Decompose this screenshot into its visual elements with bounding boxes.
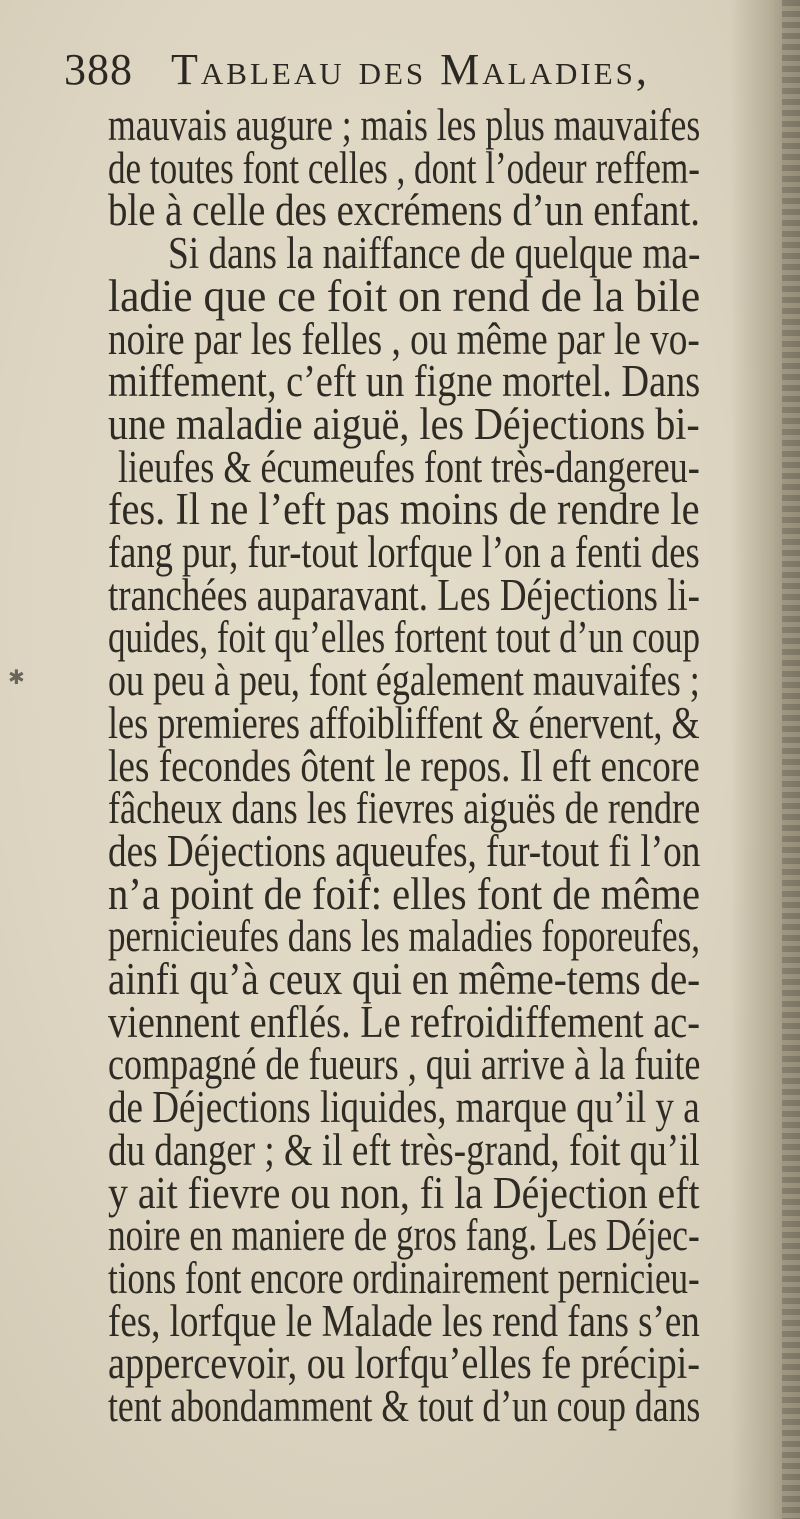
text-line: fes, lorfque le Malade les rend fans s’en (108, 1296, 700, 1346)
text-line: quides, foit qu’elles fortent tout d’un coup (108, 612, 701, 662)
text-line: les premieres affoibliffent & énervent, & (108, 698, 700, 748)
text-line: du danger ; & il eft très-grand, foit qu’il (108, 1125, 700, 1175)
margin-speck: ✱ (8, 665, 25, 689)
text-line: ladie que ce foit on rend de la bile (108, 271, 701, 321)
text-line: Si dans la naiffance de quelque ma- (168, 228, 701, 278)
text-line: noire par les felles , ou même par le vo- (108, 314, 700, 364)
text-line: y ait fievre ou non, fi la Déjection eft (108, 1168, 700, 1218)
text-line: ble à celle des excrémens d’un enfant. (108, 185, 700, 235)
text-line: les fecondes ôtent le repos. Il eft encore (108, 741, 700, 791)
text-line: tent abondamment & tout d’un coup dans (108, 1381, 701, 1431)
page-number: 388 (64, 45, 133, 94)
text-line: ainfi qu’à ceux qui en même-tems de- (108, 954, 701, 1004)
page-edge-fore-edge (782, 0, 800, 1519)
text-line: mauvais augure ; mais les plus mauvaifes (108, 100, 701, 150)
text-line: tranchées auparavant. Les Déjections li- (108, 570, 700, 620)
text-line: ou peu à peu, font également mauvaifes ; (108, 655, 700, 705)
running-head-title: Tableau des Maladies, (171, 45, 650, 94)
text-line: fang pur, fur-tout lorfque l’on a fenti des (108, 527, 700, 577)
text-line: une maladie aiguë, les Déjections bi- (108, 399, 700, 449)
text-line: miffement, c’eft un figne mortel. Dans (108, 356, 701, 406)
text-line: viennent enflés. Le refroidiffement ac- (108, 997, 701, 1047)
running-header (64, 42, 704, 98)
text-line: pernicieufes dans les maladies foporeufes, (108, 911, 700, 961)
text-line: noire en maniere de gros fang. Les Déjec- (108, 1210, 700, 1260)
text-line: appercevoir, ou lorfqu’elles fe précipi- (108, 1338, 701, 1388)
text-line: de Déjections liquides, marque qu’il y a (108, 1082, 700, 1132)
text-line: lieufes & écumeufes font très-dangereu- (118, 442, 700, 492)
text-line: compagné de fueurs , qui arrive à la fuite (108, 1039, 701, 1089)
text-line: tions font encore ordinairement pernicieu- (108, 1253, 700, 1303)
text-line: fâcheux dans les fievres aiguës de rendre (108, 783, 701, 833)
text-line: des Déjections aqueufes, fur-tout fi l’on (108, 826, 701, 876)
text-line: fes. Il ne l’eft pas moins de rendre le (108, 484, 700, 534)
text-line: n’a point de foif: elles font de même (108, 869, 701, 919)
text-line: de toutes font celles , dont l’odeur reffem- (108, 143, 700, 193)
